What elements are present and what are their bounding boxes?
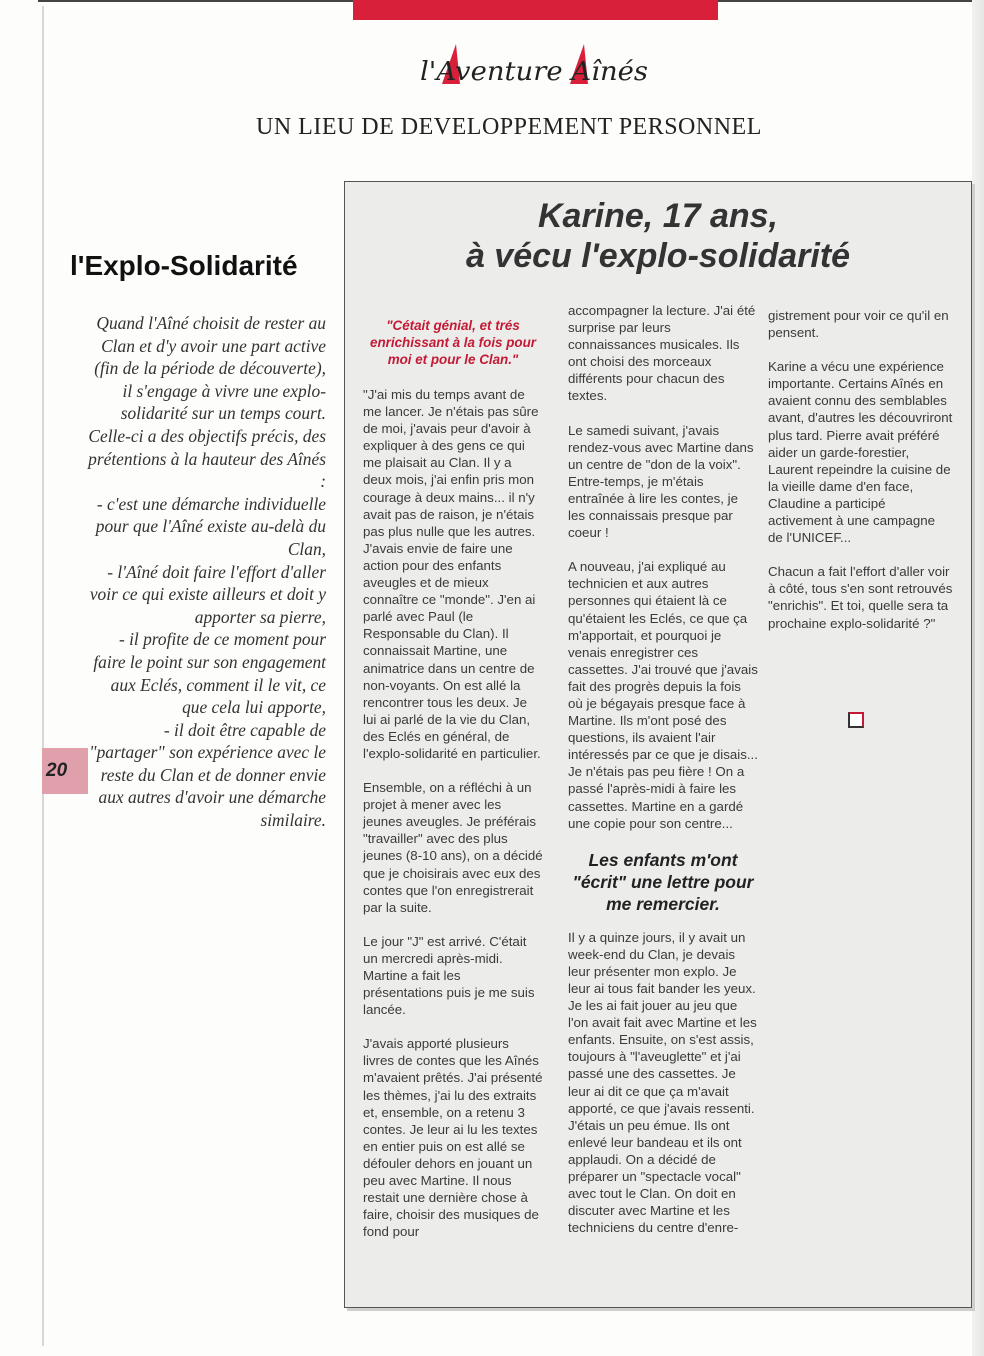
article-end-mark-icon (848, 712, 864, 728)
intro-bullet: - c'est une démarche individuelle pour que l'Aîné existe au-delà du Clan, (95, 493, 326, 559)
aventure-aines-logo (420, 38, 650, 88)
intro-paragraph: Celle-ci a des objectifs précis, des prétentions à la hauteur des Aînés : (88, 425, 326, 492)
article-column-2 (568, 302, 758, 1253)
section-title: l'Explo-Solidarité (70, 250, 298, 281)
article-box (344, 181, 972, 1308)
article-column-3 (768, 307, 953, 649)
intro-bullet: - il doit être capable de "partager" son expérience avec le reste du Clan et de donner envie aux autres d'avoir une démarche similaire. (89, 719, 326, 831)
article-paragraph: Le jour "J" est arrivé. C'était un mercredi après-midi. Martine a fait les présentations puis je me suis lancée. (363, 933, 535, 1018)
page-number-tab (42, 748, 88, 794)
article-paragraph: Il y a quinze jours, il y avait un week-end du Clan, je devais leur présenter mon explo. Je leur ai tous fait bander les yeux. Je les ai fait jouer au jeu que l'on avait fait avec Martine et les enfants. Ensuite, on s'est assis, toujours à "l'aveuglette" et j'ai passé une des cassettes. Je leur ai dit ce que ça m'avait apporté, ce que j'avais ressenti. J'étais un peu émue. Ils ont enlevé leur bandeau et ils ont applaudi. On a décidé de préparer un "spectacle vocal" avec tout le Clan. On doit en discuter avec Martine et les techniciens du centre d'enre- (568, 929, 757, 1236)
page-right-edge (972, 0, 984, 1356)
intro-bullet: - l'Aîné doit faire l'effort d'aller voir ce qui existe ailleurs et doit y apporter sa pierre, (89, 561, 326, 627)
article-quote: "Cétait génial, et trés enrichissant à la fois pour moi et pour le Clan." (370, 318, 536, 367)
intro-bullet: - il profite de ce moment pour faire le point sur son engagement aux Eclés, comment il le vit, ce que cela lui apporte, (93, 629, 326, 718)
article-paragraph: Karine a vécu une expérience importante. Certains Aînés en avaient connu des semblables avant, d'autres les découvriront plus tard. Pierre avait préféré aider un garde-forestier, Laurent repeindre la cuisine de la vieille dame d'en face, Claudine a participé activement à une campagne de l'UNICEF... (768, 359, 953, 546)
article-paragraph: Le samedi suivant, j'avais rendez-vous avec Martine dans un centre de "don de la voix". Entre-temps, je m'étais entraînée à lire les contes, je les connaissais presque par coeur ! (568, 422, 754, 541)
article-paragraph: J'avais apporté plusieurs livres de contes que les Aînés m'avaient prêtés. J'ai présenté les thèmes, j'ai lu des extraits et, ensemble, on a retenu 3 contes. Je leur ai lu les textes en entier puis on est allé se défouler dehors en jouant un peu avec Martine. Il nous restait une dernière chose à faire, choisir des musiques de fond pour (363, 1036, 543, 1240)
article-paragraph: accompagner la lecture. J'ai été surprise par leurs connaissances musicales. Ils ont choisi des morceaux différents pour chacun des textes. (568, 303, 756, 404)
header-red-bar (353, 0, 718, 20)
article-paragraph: "J'ai mis du temps avant de me lancer. Je n'étais pas sûre de moi, j'avais peur d'avoir à expliquer à des gens ce qui me plaisait au Clan. Il y a deux mois, j'ai enfin pris mon courage à deux mains... il n'y avait pas de raison, je n'étais pas plus nulle que les autres. J'avais envie de faire une action pour des enfants aveugles et de mieux connaître ce "monde". J'en ai parlé avec Paul (le Responsable du Clan). Il connaissait Martine, une animatrice dans un centre de non-voyants. On est allé la rencontrer tous les deux. Je lui ai parlé de la vie du Clan, des Eclés en général, de l'explo-solidarité en particulier. (363, 387, 541, 761)
article-paragraph: A nouveau, j'ai expliqué au technicien et aux autres personnes qui étaient là ce qu'étaient les Eclés, ce que ça m'apportait, et pourquoi je venais enregistrer ces cassettes. J'ai trouvé que j'avais fait des progrès depuis la fois où je bégayais presque face à Martine. Ils m'ont posé des questions, ils avaient l'air intéressés par ce que je disais... Je n'étais pas peu fière ! On a passé l'après-midi à faire les cassettes. Martine en a gardé une copie pour son centre... (568, 559, 758, 831)
article-title (345, 196, 971, 276)
article-title-line1: Karine, 17 ans, (537, 197, 778, 235)
page-number: 20 (46, 760, 68, 781)
pull-quote: Les enfants m'ont "écrit" une lettre pour me remercier. (572, 849, 754, 914)
article-paragraph: Chacun a fait l'effort d'aller voir à côté, tous s'en sont retrouvés "enrichis". Et toi, quelle sera ta prochaine explo-solidarité ?" (768, 564, 953, 631)
article-paragraph: gistrement pour voir ce qu'il en pensent. (768, 308, 949, 341)
page-binding-edge (42, 6, 44, 1346)
article-paragraph: Ensemble, on a réfléchi à un projet à mener avec les jeunes aveugles. Je préférais "travailler" avec des plus jeunes (8-10 ans), on a décidé que je choisirais avec eux des contes que l'on enregistrerait par la suite. (363, 780, 543, 915)
article-column-1 (363, 302, 543, 1257)
intro-paragraph: Quand l'Aîné choisit de rester au Clan et d'y avoir une part active (fin de la période de découverte), il s'engage à vivre une explo-solidarité sur un temps court. (94, 313, 326, 424)
intro-text (86, 312, 326, 832)
page-heading: UN LIEU DE DEVELOPPEMENT PERSONNEL (256, 114, 762, 140)
article-title-line2: à vécu l'explo-solidarité (465, 237, 851, 275)
logo-text: l'Aventure Aînés (420, 57, 648, 87)
